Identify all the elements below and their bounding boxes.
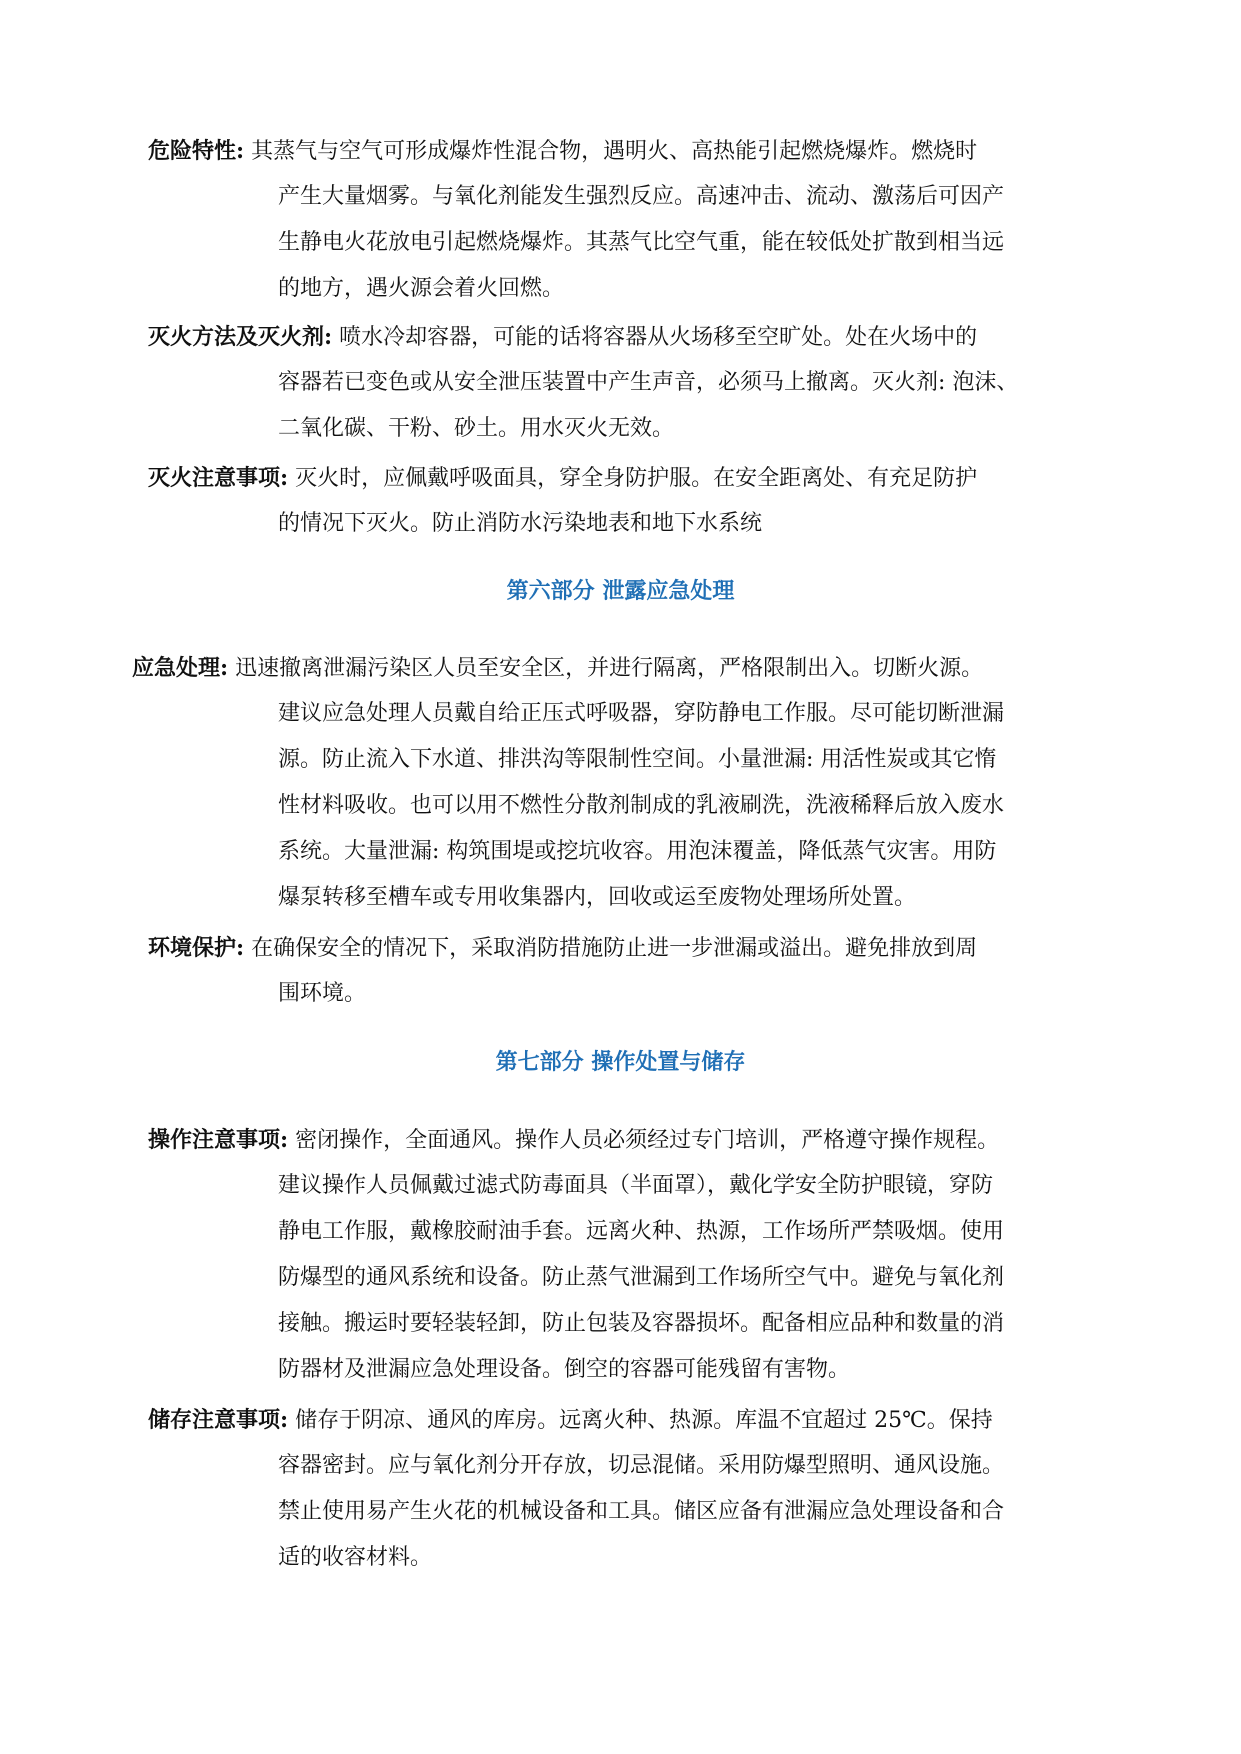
operation-label: 操作注意事项: [148, 1127, 289, 1153]
storage-line-2: 容器密封。应与氧化剂分开存放，切忌混储。采用防爆型照明、通风设施。 [278, 1453, 1005, 1478]
operation-line-2: 建议操作人员佩戴过滤式防毒面具（半面罩），戴化学安全防护眼镜，穿防 [278, 1173, 994, 1198]
environment-continuation [278, 971, 366, 1017]
extinguishing-continuation [278, 360, 1018, 452]
operation-line-1: 密闭操作，全面通风。操作人员必须经过专门培训，严格遵守操作规程。 [295, 1128, 1000, 1153]
extinguishing-entry [148, 314, 977, 361]
emergency-line-4: 性材料吸收。也可以用不燃性分散剂制成的乳液刷洗，洗液稀释后放入废水 [278, 793, 1005, 818]
operation-line-5: 接触。搬运时要轻装轻卸，防止包装及容器损坏。配备相应品种和数量的消 [278, 1311, 1005, 1336]
storage-continuation [278, 1443, 1004, 1581]
emergency-entry [132, 645, 983, 692]
firefighting-notes-entry [148, 455, 977, 502]
extinguishing-line-3: 二氧化碳、干粉、砂土。用水灭火无效。 [278, 416, 675, 441]
extinguishing-line-1: 喷水冷却容器，可能的话将容器从火场移至空旷处。处在火场中的 [339, 325, 978, 350]
environment-line-2: 围环境。 [278, 981, 367, 1006]
hazard-continuation [278, 174, 1004, 312]
storage-entry [148, 1397, 993, 1444]
storage-line-1: 储存于阴凉、通风的库房。远离火种、热源。库温不宜超过 25℃。保持 [295, 1408, 993, 1433]
environment-label: 环境保护: [148, 935, 245, 961]
environment-entry [148, 925, 977, 972]
operation-continuation [278, 1163, 1004, 1393]
operation-line-6: 防器材及泄漏应急处理设备。倒空的容器可能残留有害物。 [278, 1357, 851, 1382]
emergency-line-2: 建议应急处理人员戴自给正压式呼吸器，穿防静电工作服。尽可能切断泄漏 [278, 701, 1005, 726]
hazard-line-3: 生静电火花放电引起燃烧爆炸。其蒸气比空气重，能在较低处扩散到相当远 [278, 230, 1005, 255]
section-7-title: 第七部分 操作处置与储存 [495, 1049, 746, 1075]
firefighting-notes-line-1: 灭火时，应佩戴呼吸面具，穿全身防护服。在安全距离处、有充足防护 [295, 466, 978, 491]
hazard-label: 危险特性: [148, 138, 245, 164]
emergency-line-1: 迅速撤离泄漏污染区人员至安全区，并进行隔离，严格限制出入。切断火源。 [235, 656, 984, 681]
hazard-line-4: 的地方，遇火源会着火回燃。 [278, 276, 565, 301]
operation-entry [148, 1117, 999, 1164]
hazard-entry [148, 128, 977, 175]
extinguishing-label: 灭火方法及灭火剂: [148, 324, 333, 350]
emergency-line-6: 爆泵转移至槽车或专用收集器内，回收或运至废物处理场所处置。 [278, 885, 917, 910]
emergency-line-3: 源。防止流入下水道、排洪沟等限制性空间。小量泄漏: 用活性炭或其它惰 [278, 747, 997, 772]
operation-line-3: 静电工作服，戴橡胶耐油手套。远离火种、热源，工作场所严禁吸烟。使用 [278, 1219, 1005, 1244]
storage-label: 储存注意事项: [148, 1407, 289, 1433]
firefighting-notes-label: 灭火注意事项: [148, 465, 289, 491]
storage-line-3: 禁止使用易产生火花的机械设备和工具。储区应备有泄漏应急处理设备和合 [278, 1499, 1005, 1524]
extinguishing-line-2: 容器若已变色或从安全泄压装置中产生声音，必须马上撤离。灭火剂: 泡沫、 [278, 370, 1019, 395]
environment-line-1: 在确保安全的情况下，采取消防措施防止进一步泄漏或溢出。避免排放到周 [251, 936, 978, 961]
hazard-line-1: 其蒸气与空气可形成爆炸性混合物，遇明火、高热能引起燃烧爆炸。燃烧时 [251, 139, 978, 164]
operation-line-4: 防爆型的通风系统和设备。防止蒸气泄漏到工作场所空气中。避免与氧化剂 [278, 1265, 1005, 1290]
emergency-label: 应急处理: [132, 655, 229, 681]
firefighting-notes-continuation [278, 501, 762, 547]
storage-line-4: 适的收容材料。 [278, 1545, 433, 1570]
firefighting-notes-line-2: 的情况下灭火。防止消防水污染地表和地下水系统 [278, 511, 763, 536]
emergency-line-5: 系统。大量泄漏: 构筑围堤或挖坑收容。用泡沫覆盖，降低蒸气灾害。用防 [278, 839, 997, 864]
section-6-title: 第六部分 泄露应急处理 [506, 578, 735, 604]
emergency-continuation [278, 691, 1004, 921]
hazard-line-2: 产生大量烟雾。与氧化剂能发生强烈反应。高速冲击、流动、激荡后可因产 [278, 184, 1005, 209]
